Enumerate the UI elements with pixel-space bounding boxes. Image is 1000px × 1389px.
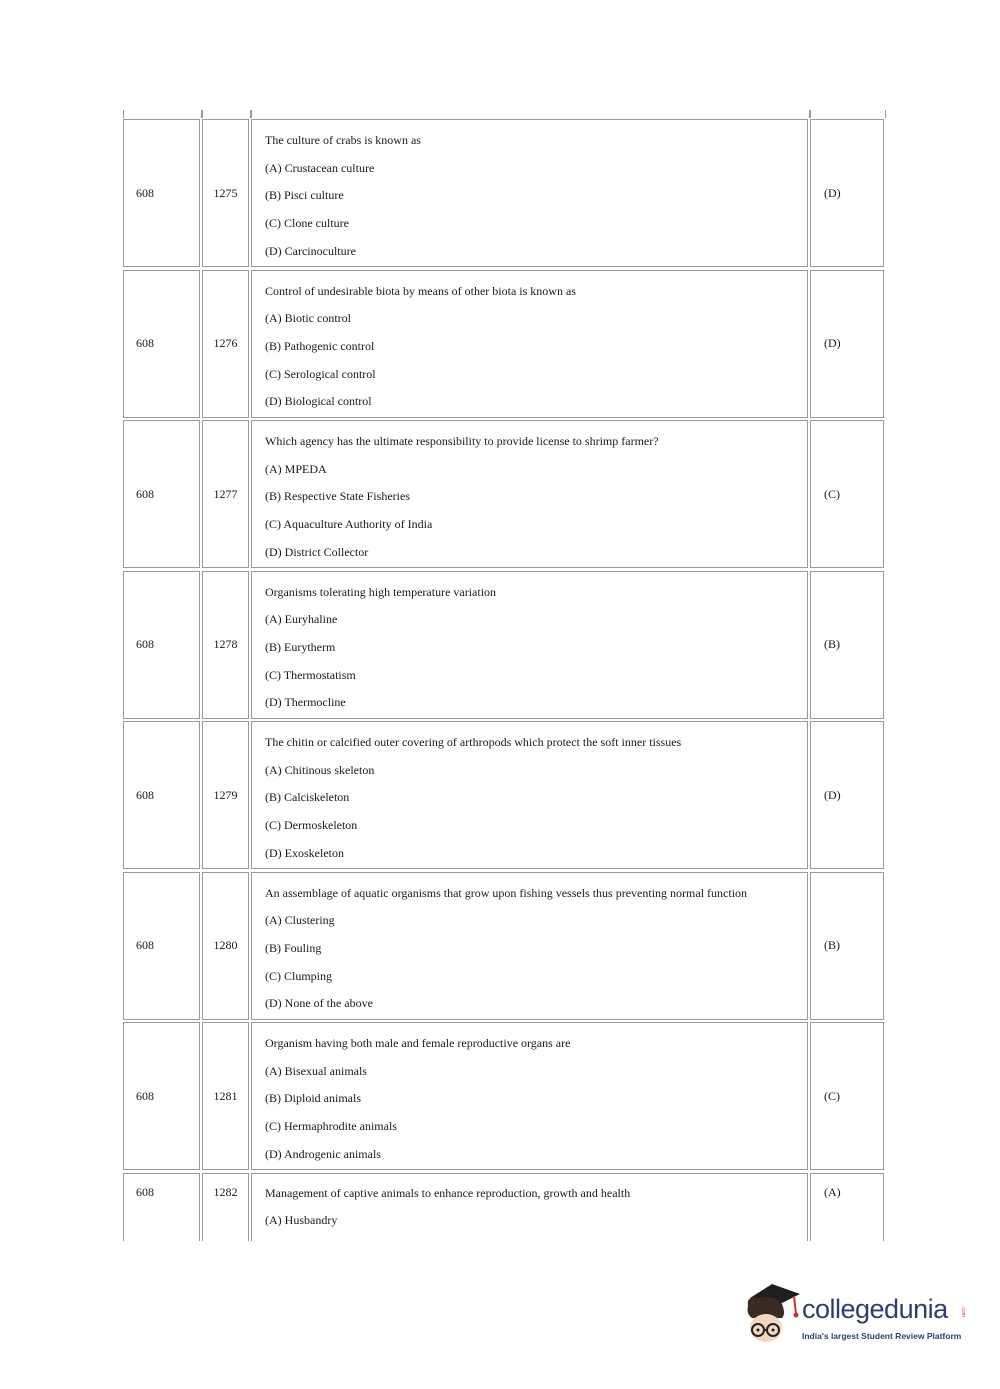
option-text: (B) Fouling — [265, 940, 322, 955]
question-number-cell: 1282 — [202, 1173, 249, 1241]
question-text: Organisms tolerating high temperature variation — [265, 584, 497, 599]
question-text: Management of captive animals to enhance reproduction, growth and health — [265, 1185, 631, 1200]
answer-cell: (D) — [810, 119, 884, 267]
subject-code-cell: 608 — [123, 872, 200, 1020]
question-cell — [251, 119, 808, 267]
question-cell — [251, 270, 808, 418]
option-text: (A) Chitinous skeleton — [265, 762, 375, 777]
option-text: (B) Eurytherm — [265, 639, 336, 654]
question-text: Control of undesirable biota by means of other biota is known as — [265, 283, 576, 298]
option-text: (A) Husbandry — [265, 1213, 338, 1228]
question-number-cell: 1276 — [202, 270, 249, 418]
table-row — [122, 1172, 886, 1242]
table-row — [122, 419, 886, 569]
option-text: (A) MPEDA — [265, 461, 327, 476]
option-text: (D) Androgenic animals — [265, 1146, 381, 1161]
table-row — [122, 118, 886, 268]
question-cell — [251, 872, 808, 1020]
table-row — [122, 269, 886, 419]
option-text: (A) Bisexual animals — [265, 1063, 367, 1078]
answer-cell: (B) — [810, 571, 884, 719]
option-text: (A) Crustacean culture — [265, 160, 375, 175]
question-text: The culture of crabs is known as — [265, 133, 421, 147]
option-text: (C) Thermostatism — [265, 667, 356, 682]
question-text: The chitin or calcified outer covering of arthropods which protect the soft inner tissues — [265, 735, 682, 749]
option-text: (B) Diploid animals — [265, 1091, 361, 1106]
option-text: (B) Pisci culture — [265, 188, 344, 203]
table-top-stub — [122, 110, 886, 118]
option-text: (B) Respective State Fisheries — [265, 489, 410, 504]
question-cell — [251, 1173, 808, 1241]
option-text: (D) Biological control — [265, 394, 372, 409]
table-row — [122, 720, 886, 870]
answer-cell: (D) — [810, 270, 884, 418]
question-cell — [251, 420, 808, 568]
option-text: (C) Hermaphrodite animals — [265, 1119, 397, 1134]
option-text: (B) Calciskeleton — [265, 790, 350, 805]
option-text: (D) District Collector — [265, 544, 369, 559]
mascot-icon — [742, 1284, 802, 1350]
option-text: (A) Biotic control — [265, 311, 351, 326]
subject-code-cell: 608 — [123, 119, 200, 267]
question-number-cell: 1280 — [202, 872, 249, 1020]
collegedunia-logo — [742, 1284, 972, 1354]
question-number-cell: 1278 — [202, 571, 249, 719]
option-text: (C) Clone culture — [265, 216, 349, 231]
table-row — [122, 871, 886, 1021]
answer-cell: (C) — [810, 420, 884, 568]
question-text: Which agency has the ultimate responsibility to provide license to shrimp farmer? — [265, 434, 659, 448]
table-row — [122, 1021, 886, 1171]
option-text: (D) None of the above — [265, 996, 373, 1011]
question-cell — [251, 1022, 808, 1170]
brand-name: collegedunia — [802, 1294, 948, 1324]
question-table — [122, 110, 886, 1242]
option-text: (B) Pathogenic control — [265, 338, 375, 353]
option-text: (C) Serological control — [265, 366, 376, 381]
subject-code-cell: 608 — [123, 1173, 200, 1241]
option-text: (C) Clumping — [265, 968, 333, 983]
option-text: (D) Carcinoculture — [265, 243, 356, 258]
option-text: (C) Aquaculture Authority of India — [265, 517, 433, 532]
question-number-cell: 1281 — [202, 1022, 249, 1170]
question-number-cell: 1275 — [202, 119, 249, 267]
question-text: An assemblage of aquatic organisms that grow upon fishing vessels thus preventing normal function — [265, 885, 748, 900]
subject-code-cell: 608 — [123, 270, 200, 418]
option-text: (C) Dermoskeleton — [265, 818, 358, 833]
question-number-cell: 1279 — [202, 721, 249, 869]
subject-code-cell: 608 — [123, 721, 200, 869]
option-text: (A) Euryhaline — [265, 612, 338, 627]
question-text: Organism having both male and female reproductive organs are — [265, 1036, 571, 1050]
question-number-cell: 1277 — [202, 420, 249, 568]
brand-suffix: .com — [960, 1306, 966, 1317]
option-text: (A) Clustering — [265, 913, 335, 928]
subject-code-cell: 608 — [123, 420, 200, 568]
option-text: (D) Thermocline — [265, 695, 346, 710]
answer-cell: (B) — [810, 872, 884, 1020]
answer-cell: (C) — [810, 1022, 884, 1170]
brand-tagline: India's largest Student Review Platform — [802, 1331, 962, 1341]
answer-cell: (A) — [810, 1173, 884, 1241]
subject-code-cell: 608 — [123, 571, 200, 719]
option-text: (D) Exoskeleton — [265, 845, 344, 860]
question-cell — [251, 721, 808, 869]
table-body — [122, 118, 886, 1242]
table-row — [122, 570, 886, 720]
subject-code-cell: 608 — [123, 1022, 200, 1170]
answer-cell: (D) — [810, 721, 884, 869]
question-cell — [251, 571, 808, 719]
